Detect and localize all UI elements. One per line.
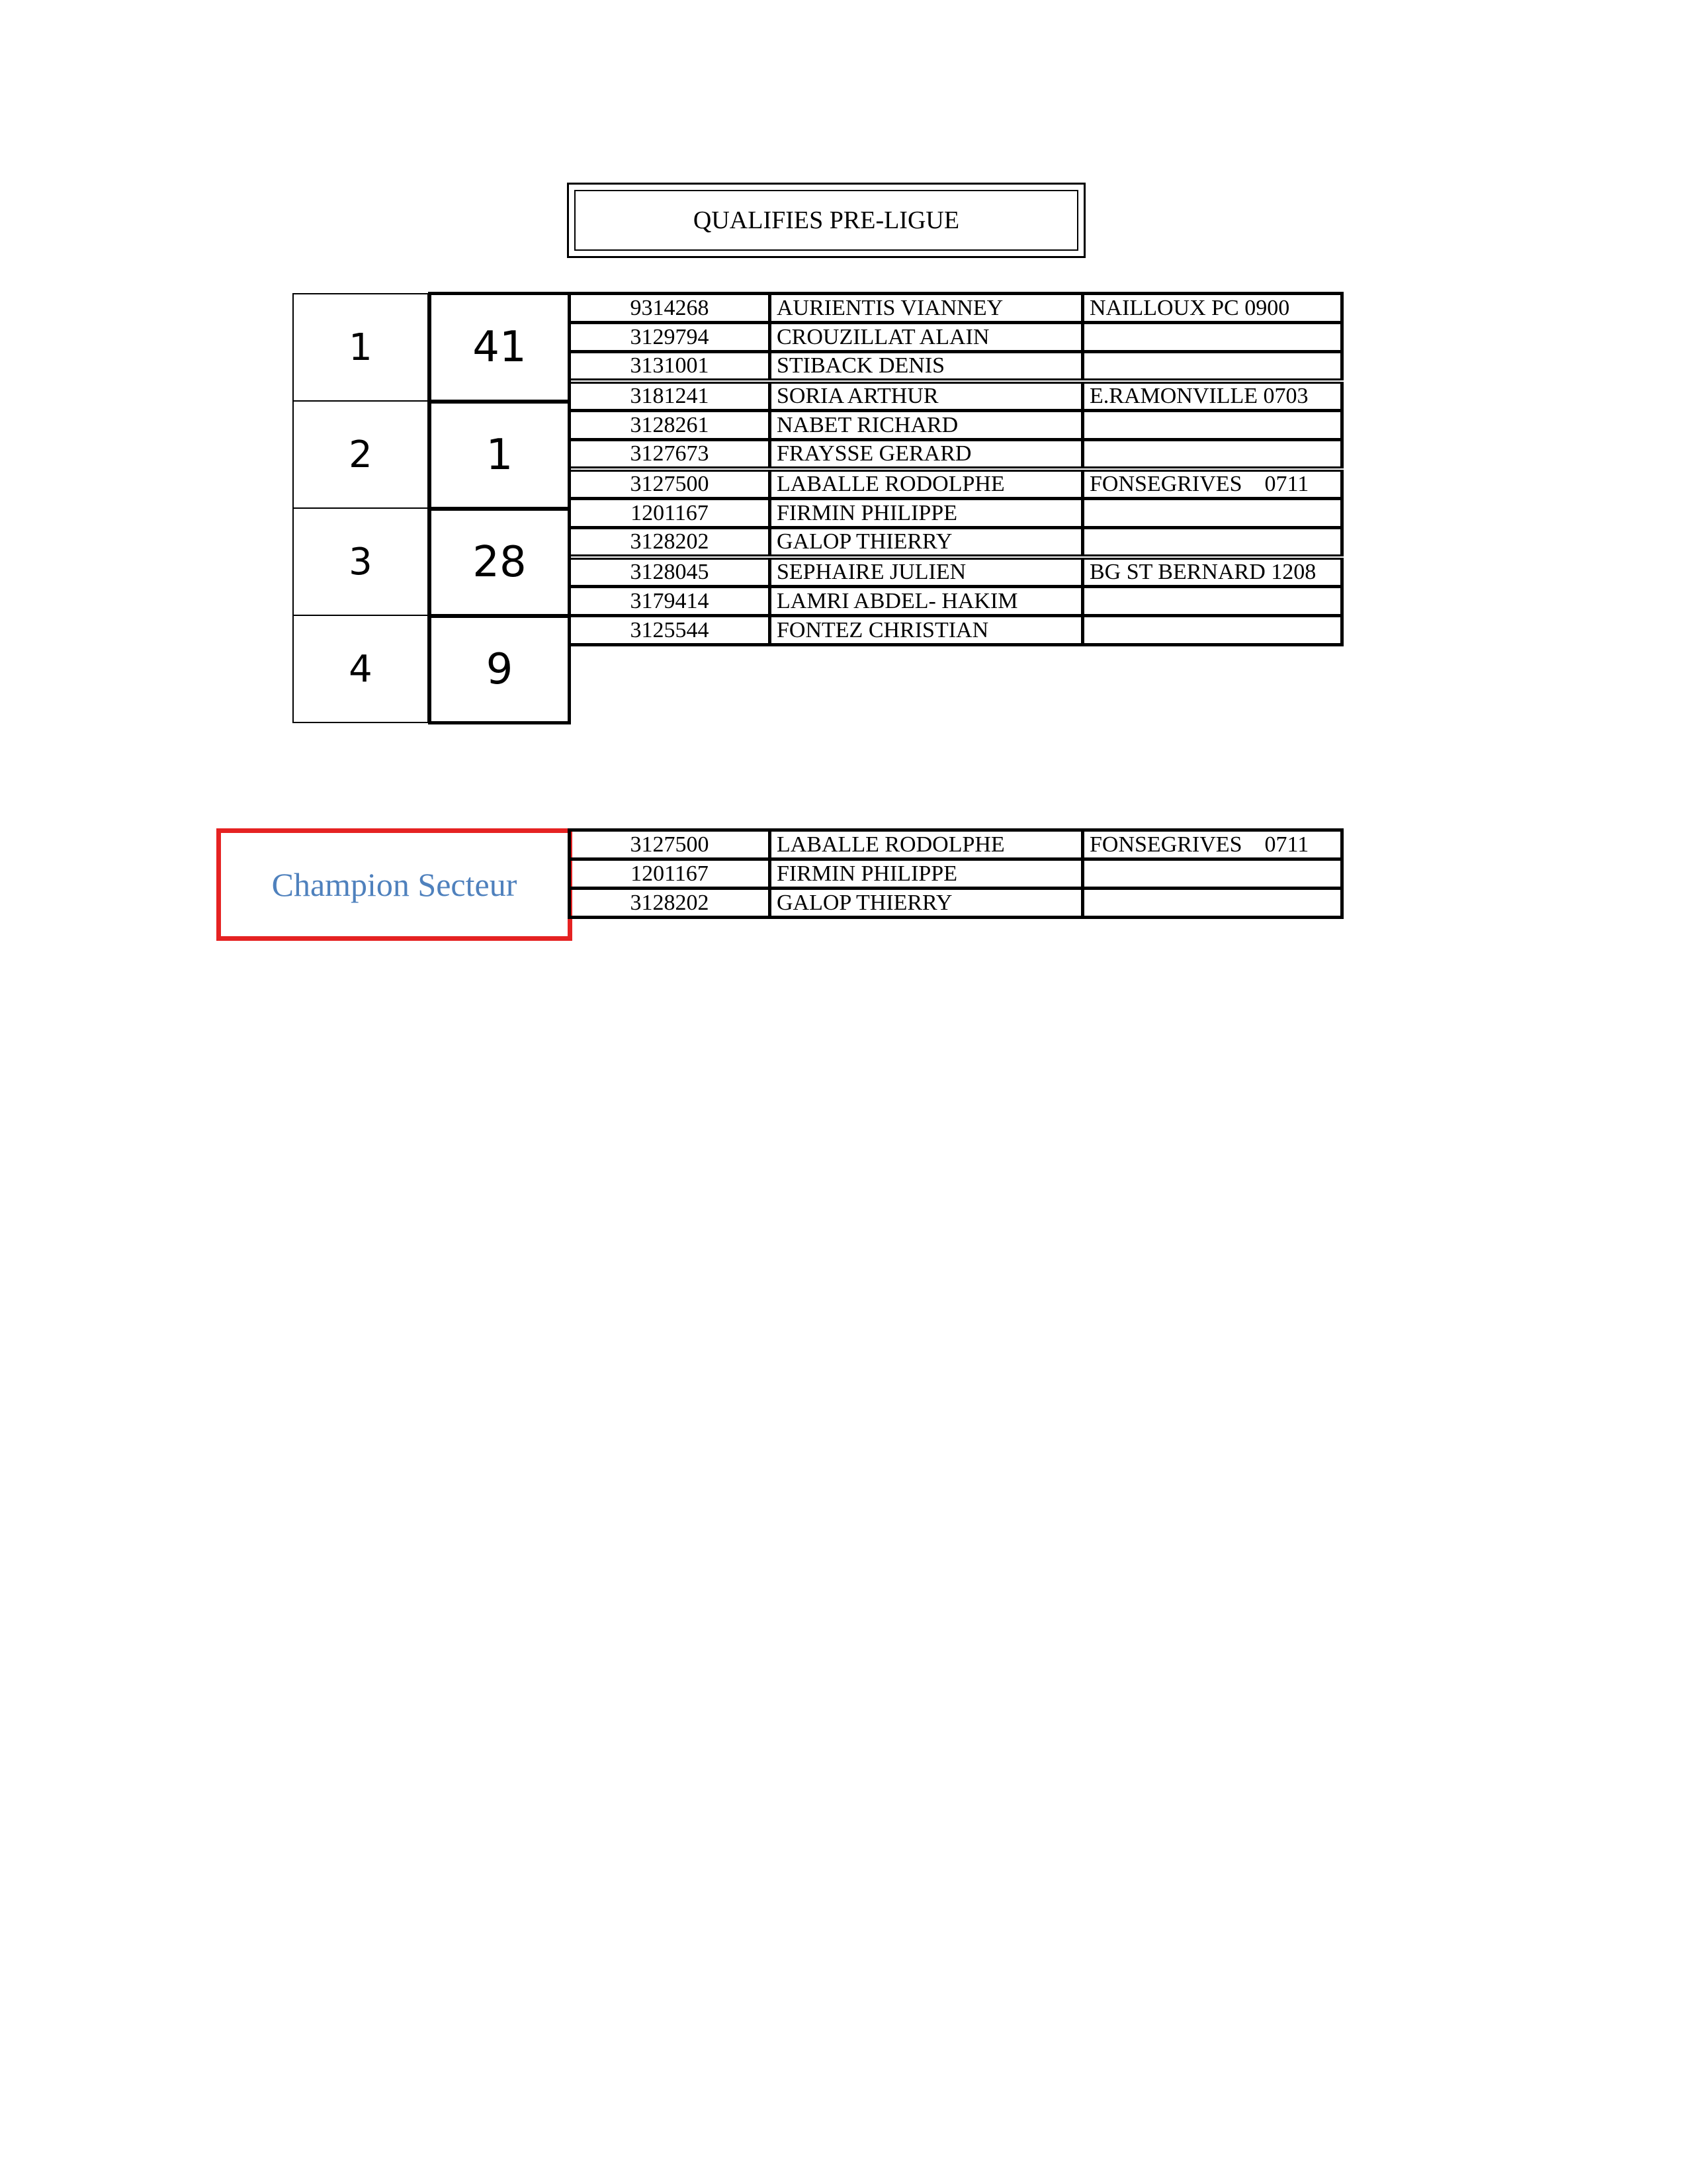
club-name xyxy=(1083,499,1342,528)
license-number: 3129794 xyxy=(570,323,770,352)
player-name: NABET RICHARD xyxy=(770,411,1083,440)
table-row xyxy=(570,352,1342,382)
player-name: LABALLE RODOLPHE xyxy=(770,830,1083,859)
player-name: FIRMIN PHILIPPE xyxy=(770,499,1083,528)
club-name: FONSEGRIVES 0711 xyxy=(1083,469,1342,499)
license-number: 1201167 xyxy=(570,859,770,889)
table-row xyxy=(570,889,1342,918)
table-row xyxy=(570,381,1342,411)
club-name: BG ST BERNARD 1208 xyxy=(1083,557,1342,587)
club-name xyxy=(1083,411,1342,440)
player-name: FRAYSSE GERARD xyxy=(770,440,1083,470)
license-number: 3128202 xyxy=(570,889,770,918)
champion-label: Champion Secteur xyxy=(216,828,572,941)
license-number: 3127500 xyxy=(570,830,770,859)
title-box xyxy=(567,183,1086,258)
club-name xyxy=(1083,859,1342,889)
player-name: FIRMIN PHILIPPE xyxy=(770,859,1083,889)
team-rank: 2 xyxy=(292,400,429,509)
player-name: GALOP THIERRY xyxy=(770,528,1083,558)
club-name xyxy=(1083,587,1342,616)
player-name: SORIA ARTHUR xyxy=(770,381,1083,411)
team-rank: 3 xyxy=(292,507,429,616)
license-number: 9314268 xyxy=(570,294,770,323)
team-number: 28 xyxy=(428,507,571,617)
license-number: 3128045 xyxy=(570,557,770,587)
page-title: QUALIFIES PRE-LIGUE xyxy=(574,190,1078,251)
club-name xyxy=(1083,440,1342,470)
club-name xyxy=(1083,616,1342,645)
license-number: 3128202 xyxy=(570,528,770,558)
team-number: 1 xyxy=(428,400,571,510)
club-name xyxy=(1083,323,1342,352)
player-name: LAMRI ABDEL- HAKIM xyxy=(770,587,1083,616)
team-number: 41 xyxy=(428,292,571,403)
player-name: STIBACK DENIS xyxy=(770,352,1083,382)
player-name: AURIENTIS VIANNEY xyxy=(770,294,1083,323)
table-row xyxy=(570,440,1342,470)
team-number: 9 xyxy=(428,615,571,724)
table-row xyxy=(570,616,1342,645)
table-row xyxy=(570,323,1342,352)
champion-players-table xyxy=(568,828,1344,919)
table-row xyxy=(570,859,1342,889)
player-name: LABALLE RODOLPHE xyxy=(770,469,1083,499)
club-name: NAILLOUX PC 0900 xyxy=(1083,294,1342,323)
club-name xyxy=(1083,889,1342,918)
license-number: 3128261 xyxy=(570,411,770,440)
table-row xyxy=(570,557,1342,587)
license-number: 3179414 xyxy=(570,587,770,616)
table-row xyxy=(570,411,1342,440)
club-name xyxy=(1083,528,1342,558)
table-row xyxy=(570,587,1342,616)
club-name: FONSEGRIVES 0711 xyxy=(1083,830,1342,859)
team-rank: 1 xyxy=(292,293,429,402)
license-number: 1201167 xyxy=(570,499,770,528)
player-name: GALOP THIERRY xyxy=(770,889,1083,918)
player-name: FONTEZ CHRISTIAN xyxy=(770,616,1083,645)
license-number: 3127673 xyxy=(570,440,770,470)
license-number: 3127500 xyxy=(570,469,770,499)
player-name: CROUZILLAT ALAIN xyxy=(770,323,1083,352)
club-name xyxy=(1083,352,1342,382)
license-number: 3125544 xyxy=(570,616,770,645)
license-number: 3181241 xyxy=(570,381,770,411)
team-rank: 4 xyxy=(292,615,429,723)
table-row xyxy=(570,499,1342,528)
table-row xyxy=(570,830,1342,859)
table-row xyxy=(570,528,1342,558)
player-name: SEPHAIRE JULIEN xyxy=(770,557,1083,587)
club-name: E.RAMONVILLE 0703 xyxy=(1083,381,1342,411)
license-number: 3131001 xyxy=(570,352,770,382)
table-row xyxy=(570,294,1342,323)
table-row xyxy=(570,469,1342,499)
qualified-players-table xyxy=(568,292,1344,646)
